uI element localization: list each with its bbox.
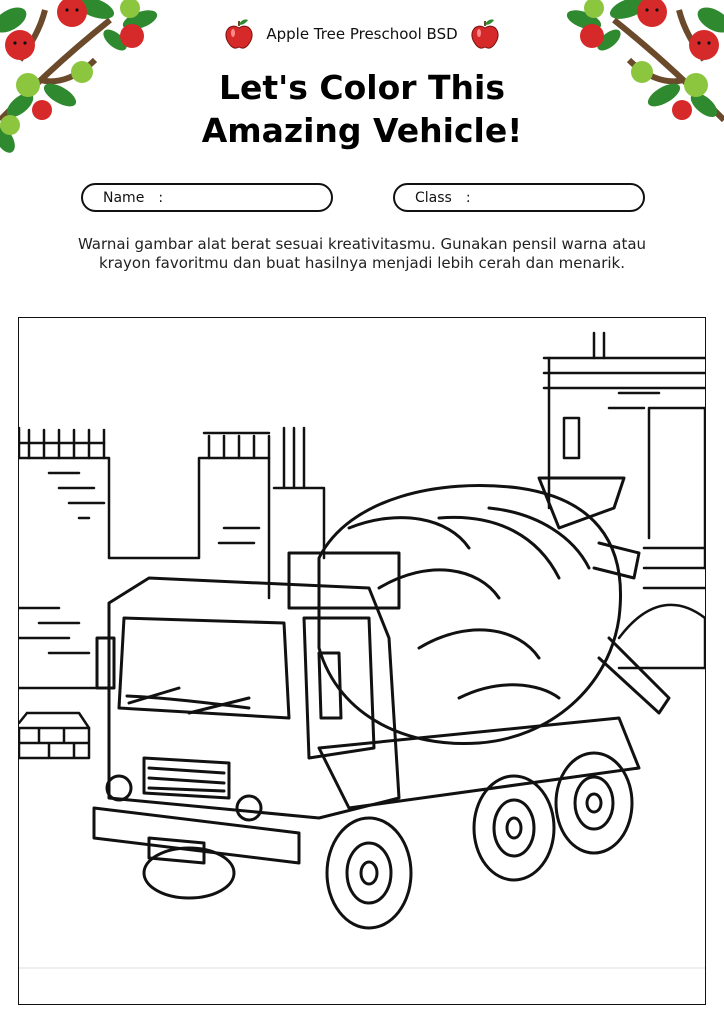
page-title — [0, 66, 724, 152]
name-separator: : — [158, 189, 164, 206]
school-name: Apple Tree Preschool BSD — [266, 25, 458, 43]
name-label: Name — [103, 189, 145, 206]
title-line-2: Amazing Vehicle! — [201, 111, 523, 150]
coloring-frame[interactable] — [18, 317, 706, 1005]
instructions-line-1: Warnai gambar alat berat sesuai kreativitasmu. Gunakan pensil warna atau — [77, 235, 647, 253]
mixer-drum — [289, 478, 669, 744]
school-header — [0, 18, 724, 50]
sand-pile — [619, 605, 705, 668]
instructions-line-2: krayon favoritmu dan buat hasilnya menjadi lebih cerah dan menarik. — [98, 254, 625, 272]
apple-icon — [470, 18, 500, 50]
name-field[interactable] — [81, 183, 333, 212]
class-label: Class — [415, 189, 452, 206]
class-separator: : — [465, 189, 471, 206]
instructions-text — [30, 235, 694, 273]
apple-icon — [224, 18, 254, 50]
class-field[interactable] — [393, 183, 645, 212]
brick-stack — [19, 713, 89, 758]
title-line-1: Let's Color This — [218, 68, 505, 107]
cement-mixer-truck-illustration — [19, 318, 705, 1004]
